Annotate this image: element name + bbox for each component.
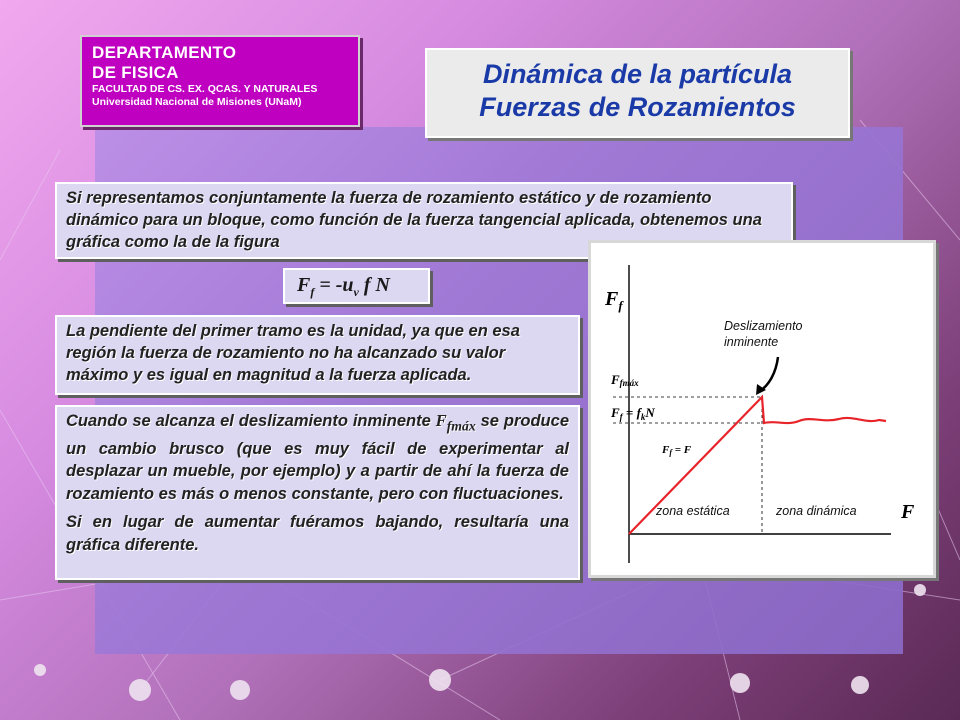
department-name-line1: DEPARTAMENTO (92, 43, 237, 62)
ffmax-symbol-F: F (435, 411, 447, 430)
university-name: Universidad Nacional de Misiones (UNaM) (92, 96, 302, 108)
decreasing-paragraph: Si en lugar de aumentar fuéramos bajando, resultaría una gráfica diferente. (66, 513, 569, 554)
y-axis-label: $F_f$ (605, 288, 623, 313)
slope-text-box (55, 315, 580, 395)
dynamic-zone-label: zona dinámica (776, 504, 857, 518)
ffmax-symbol (435, 411, 476, 434)
friction-diagram (588, 240, 936, 578)
inminent-text-end: se produce un cambio brusco (que es muy fácil de experimentar al desplazar un mueble, por ejemplo) y a partir de ahí la fuerza de rozamiento es más o menos constante, pero con fluctuaciones. (66, 412, 569, 503)
ffmax-label: Ffmáx (611, 372, 639, 388)
annotation-arrow (760, 357, 778, 391)
intro-text: Si representamos conjuntamente la fuerza de rozamiento estático y de rozamiento dinámico para un bloque, como función de la fuerza tangencial aplicada, obtenemos una gráfica como la de la figura (66, 189, 762, 251)
static-zone-label: zona estática (656, 504, 730, 518)
inminent-text-start: Cuando se alcanza el deslizamiento inminente (66, 412, 436, 430)
friction-diagram-svg (591, 243, 933, 575)
slide-title-line2: Fuerzas de Rozamientos (479, 92, 796, 122)
annotation-line1: Deslizamiento (724, 319, 803, 333)
formula-sub-v: v (353, 285, 359, 299)
formula-sub-f: f (310, 285, 315, 299)
formula-eq: = -u (314, 274, 354, 296)
fk-label: $F_f = f_kN$ (611, 405, 655, 422)
slide-title-box (425, 48, 850, 138)
annotation-arrowhead (756, 384, 766, 395)
annotation-line2: inminente (724, 335, 779, 349)
friction-formula (283, 268, 430, 304)
formula-F: F (297, 274, 311, 296)
slide-title-line1: Dinámica de la partícula (482, 59, 793, 89)
slope-label: Ff = F (662, 444, 692, 457)
ffmax-symbol-sub: fmáx (446, 418, 476, 434)
formula-rest: f N (358, 274, 390, 296)
faculty-name: FACULTAD DE CS. EX. QCAS. Y NATURALES (92, 83, 318, 95)
x-axis-label: F (901, 501, 915, 523)
inminent-paragraph (66, 410, 569, 505)
slope-text: La pendiente del primer tramo es la unidad, ya que en esa región la fuerza de rozamiento no ha alcanzado su valor máximo y es igual en magnitud a la fuerza aplicada. (66, 322, 520, 384)
inminent-slip-text-box (55, 405, 580, 580)
department-name-line2: DE FISICA (92, 63, 179, 82)
department-badge (80, 35, 360, 127)
